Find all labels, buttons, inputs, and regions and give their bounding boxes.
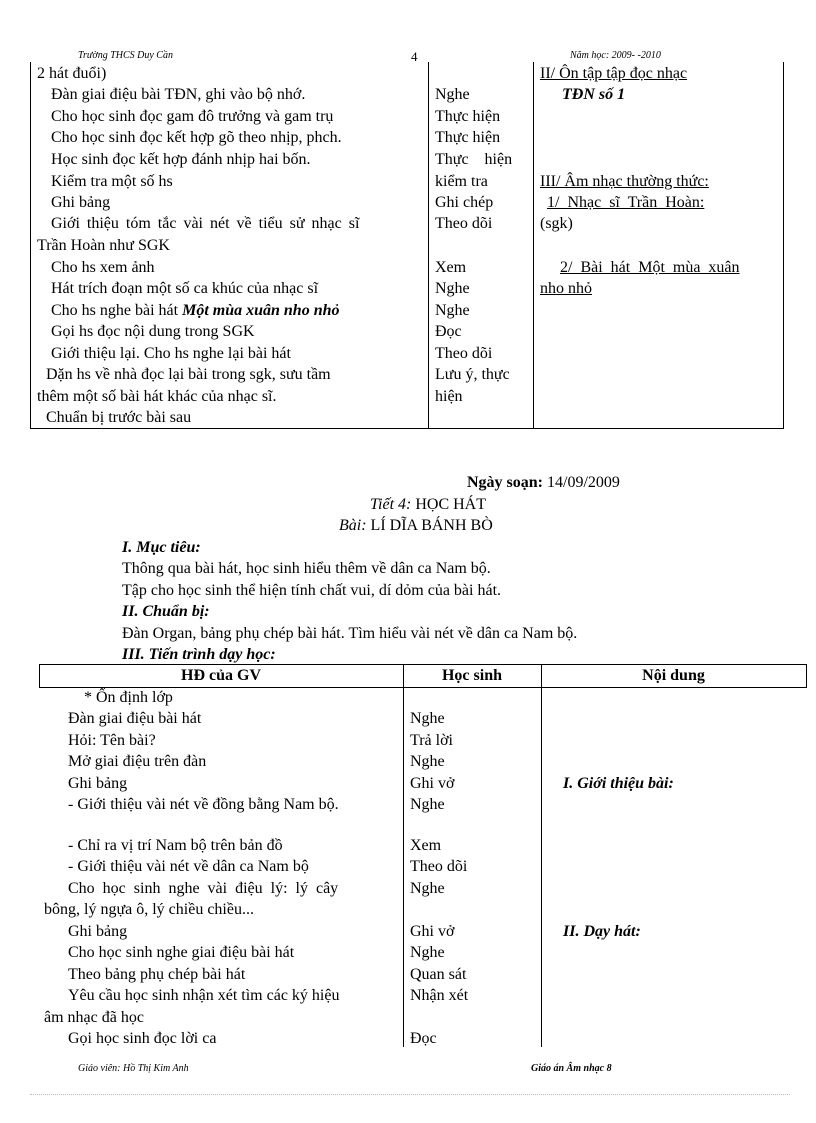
t1-song-line: 2/ Bài hát Một mùa xuân	[560, 259, 740, 276]
t1-song-title: Một mùa xuân nho nhỏ	[182, 302, 340, 319]
footer-teacher: Giáo viên: Hồ Thị Kim Anh	[78, 1063, 189, 1074]
table1-border-bottom	[30, 428, 784, 429]
t1-music-heading: III/ Âm nhạc thường thức:	[540, 173, 709, 190]
t1-student-line: Ghi chép	[435, 194, 494, 211]
t1-student-line: Nghe	[435, 302, 470, 319]
t2-teacher-line: - Chỉ ra vị trí Nam bộ trên bản đồ	[68, 837, 283, 854]
t1-student-line: Xem	[435, 259, 467, 276]
table1-border-left	[30, 62, 31, 428]
table2-divider-1	[403, 664, 404, 1047]
t1-teacher-line: Chuẩn bị trước bài sau	[46, 409, 192, 426]
t2-student-line: Theo dõi	[410, 858, 468, 875]
table1-border-right	[783, 62, 784, 428]
t1-teacher-line: Cho hs nghe bài hát Một mùa xuân nho nhỏ	[51, 302, 340, 319]
t2-student-line: Trả lời	[410, 732, 453, 749]
t1-student-line: Nghe	[435, 86, 470, 103]
t1-teacher-line: Hát trích đoạn một số ca khúc của nhạc sĩ	[51, 280, 319, 297]
page-number: 4	[411, 49, 418, 64]
t1-teacher-line: 2 hát đuổi)	[37, 65, 107, 82]
t2-teacher-line: Cho học sinh nghe vài điệu lý: lý cây	[68, 880, 339, 897]
objective-item: Thông qua bài hát, học sinh hiểu thêm về dân ca Nam bộ.	[122, 560, 491, 577]
t2-teacher-line: Ghi bảng	[68, 923, 128, 940]
t1-review-heading: II/ Ôn tập tập đọc nhạc	[540, 65, 688, 82]
t1-student-line: kiểm tra	[435, 173, 488, 190]
t1-teacher-line: Học sinh đọc kết hợp đánh nhịp hai bốn.	[51, 151, 311, 168]
t1-teacher-line: Cho học sinh đọc kết hợp gõ theo nhịp, phch.	[51, 129, 342, 146]
t2-teacher-line: - Giới thiệu vài nét về đồng bằng Nam bộ.	[68, 796, 339, 813]
t1-teacher-line: Giới thiệu tóm tắc vài nét về tiểu sử nhạc sĩ	[51, 215, 360, 232]
t1-teacher-line: Trần Hoàn như SGK	[37, 237, 170, 254]
t2-teacher-line: Mở giai điệu trên đàn	[68, 753, 207, 770]
t1-student-line: Theo dõi	[435, 345, 493, 362]
header-school-year: Năm học: 2009- -2010	[570, 50, 661, 61]
table2-divider-2	[541, 664, 542, 1047]
preparation-text: Đàn Organ, bảng phụ chép bài hát. Tìm hiểu vài nét về dân ca Nam bộ.	[122, 625, 578, 642]
t2-teacher-line: Đàn giai điệu bài hát	[68, 710, 202, 727]
t1-student-line: Lưu ý, thực	[435, 366, 510, 383]
col-header-teacher: HĐ của GV	[181, 667, 261, 684]
t2-teacher-line: Ghi bảng	[68, 775, 128, 792]
t1-student-line: Thực hiện	[435, 151, 513, 168]
t1-song-line: nho nhỏ	[540, 280, 592, 297]
t1-teacher-line: Kiểm tra một số hs	[51, 173, 173, 190]
t2-student-line: Đọc	[410, 1030, 437, 1047]
footer-subject: Giáo án Âm nhạc 8	[531, 1063, 612, 1074]
t2-teacher-line: Cho học sinh nghe giai điệu bài hát	[68, 944, 295, 961]
t2-content-intro: I. Giới thiệu bài:	[563, 775, 674, 792]
t2-teacher-line: âm nhạc đã học	[44, 1009, 144, 1026]
process-heading: III. Tiến trình dạy học:	[122, 646, 276, 663]
t2-student-line: Nghe	[410, 753, 445, 770]
t1-tdn: TĐN số 1	[562, 86, 626, 103]
t1-teacher-line: thêm một số bài hát khác của nhạc sĩ.	[37, 388, 277, 405]
table1-divider-2	[533, 62, 534, 428]
t2-student-line: Quan sát	[410, 966, 467, 983]
t2-teacher-line: Theo bảng phụ chép bài hát	[68, 966, 246, 983]
t1-student-line: hiện	[435, 388, 463, 405]
t1-teacher-line: Cho học sinh đọc gam đô trưởng và gam trụ	[51, 108, 334, 125]
t1-student-line: Theo dõi	[435, 215, 493, 232]
table1-divider-1	[428, 62, 429, 428]
song-title: Bài: LÍ DĨA BÁNH BÒ	[339, 517, 493, 534]
t1-student-line: Thực hiện	[435, 129, 501, 146]
t2-teacher-line: bông, lý ngựa ô, lý chiều chiều...	[44, 901, 254, 918]
t1-student-line: Nghe	[435, 280, 470, 297]
col-header-content: Nội dung	[642, 667, 705, 684]
t1-teacher-line: Gọi hs đọc nội dung trong SGK	[51, 323, 255, 340]
header-school: Trường THCS Duy Cần	[78, 50, 173, 61]
page-bottom-rule	[30, 1094, 790, 1095]
t2-content-teach: II. Dạy hát:	[563, 923, 641, 940]
t2-student-line: Nghe	[410, 796, 445, 813]
objectives-heading: I. Mục tiêu:	[122, 539, 201, 556]
t1-teacher-line: Dặn hs về nhà đọc lại bài trong sgk, sưu tầm	[46, 366, 331, 383]
t1-composer-line: 1/ Nhạc sĩ Trần Hoàn:	[547, 194, 705, 211]
t1-teacher-line: Giới thiệu lại. Cho hs nghe lại bài hát	[51, 345, 291, 362]
t1-teacher-line: Đàn giai điệu bài TĐN, ghi vào bộ nhớ.	[51, 86, 306, 103]
t1-student-line: Đọc	[435, 323, 462, 340]
t2-student-line: Nhận xét	[410, 987, 469, 1004]
t2-student-line: Nghe	[410, 944, 445, 961]
t2-teacher-line: Gọi học sinh đọc lời ca	[68, 1030, 217, 1047]
t2-teacher-line: * Ổn định lớp	[84, 689, 173, 706]
period-title: Tiết 4: HỌC HÁT	[370, 496, 487, 513]
t2-student-line: Nghe	[410, 880, 445, 897]
objective-item: Tập cho học sinh thể hiện tính chất vui, dí dỏm của bài hát.	[122, 582, 502, 599]
t2-student-line: Ghi vở	[410, 923, 455, 940]
t1-student-line: Thực hiện	[435, 108, 501, 125]
t2-student-line: Ghi vở	[410, 775, 455, 792]
t2-student-line: Xem	[410, 837, 442, 854]
t2-student-line: Nghe	[410, 710, 445, 727]
t1-teacher-line: Ghi bảng	[51, 194, 111, 211]
preparation-heading: II. Chuẩn bị:	[122, 603, 210, 620]
col-header-student: Học sinh	[441, 667, 502, 684]
prep-date: Ngày soạn: 14/09/2009	[467, 474, 620, 491]
t1-teacher-line: Cho hs xem ảnh	[51, 259, 155, 276]
t2-teacher-line: - Giới thiệu vài nét về dân ca Nam bộ	[68, 858, 309, 875]
t2-teacher-line: Yêu cầu học sinh nhận xét tìm các ký hiệu	[68, 987, 340, 1004]
t1-composer-sgk: (sgk)	[540, 215, 573, 232]
t2-teacher-line: Hỏi: Tên bài?	[68, 732, 156, 749]
table2-border-right	[806, 664, 807, 688]
